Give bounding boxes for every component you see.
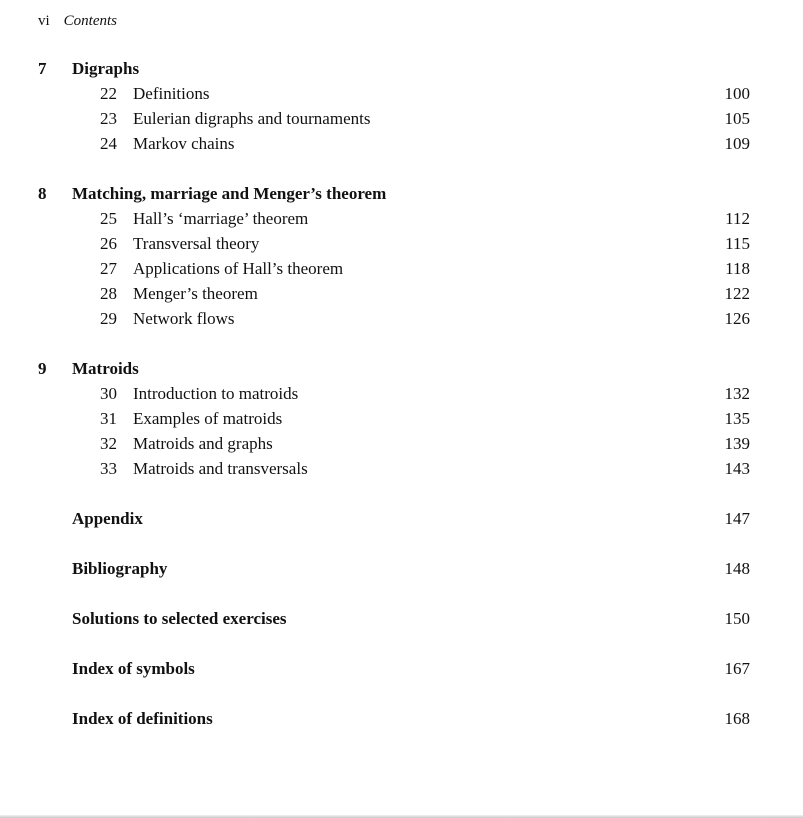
page-number-label: vi: [38, 13, 50, 29]
toc-entry: [38, 206, 750, 231]
backmatter-entry: [38, 606, 750, 631]
section-number: 29: [100, 309, 117, 328]
section-page-number: 135: [724, 409, 750, 428]
toc-entry: [38, 131, 750, 156]
chapter-title: Digraphs: [72, 59, 140, 78]
section-number: 31: [100, 409, 117, 428]
backmatter-title: Bibliography: [72, 559, 168, 578]
section-page-number: 122: [724, 284, 750, 303]
section-number: 23: [100, 109, 117, 128]
toc-entry: [38, 431, 750, 456]
chapter-block: [38, 181, 750, 331]
backmatter-title: Index of symbols: [72, 659, 195, 678]
section-page-number: 100: [724, 84, 750, 103]
chapter-number: 9: [38, 359, 47, 378]
chapter-block: [38, 56, 750, 156]
toc-entry: [38, 406, 750, 431]
section-page-number: 139: [724, 434, 750, 453]
section-page-number: 105: [724, 109, 750, 128]
section-page-number: 109: [724, 134, 750, 153]
section-title: Transversal theory: [133, 234, 260, 253]
toc-entry: [38, 281, 750, 306]
section-title: Markov chains: [133, 134, 235, 153]
section-number: 24: [100, 134, 117, 153]
section-number: 28: [100, 284, 117, 303]
backmatter-page-number: 148: [724, 559, 750, 578]
section-title: Definitions: [133, 84, 210, 103]
section-number: 27: [100, 259, 117, 278]
backmatter-entry: [38, 506, 750, 531]
backmatter-title: Solutions to selected exercises: [72, 609, 287, 628]
section-number: 22: [100, 84, 117, 103]
contents-title: Contents: [63, 13, 118, 29]
chapter-title: Matroids: [72, 359, 139, 378]
backmatter-entry: [38, 656, 750, 681]
page-content: [38, 10, 750, 731]
toc-entry: [38, 456, 750, 481]
backmatter-title: Index of definitions: [72, 709, 213, 728]
toc-entry: [38, 256, 750, 281]
chapter-number: 7: [38, 59, 47, 78]
section-number: 32: [100, 434, 117, 453]
section-title: Menger’s theorem: [133, 284, 258, 303]
section-title: Examples of matroids: [133, 409, 283, 428]
section-number: 33: [100, 459, 117, 478]
section-title: Matroids and transversals: [133, 459, 308, 478]
toc-entry: [38, 381, 750, 406]
section-title: Network flows: [133, 309, 235, 328]
running-head: [38, 10, 750, 32]
backmatter-entry: [38, 706, 750, 731]
backmatter-page-number: 147: [724, 509, 750, 528]
section-page-number: 143: [724, 459, 750, 478]
section-page-number: 118: [725, 259, 750, 278]
chapter-heading: [38, 181, 750, 206]
section-title: Introduction to matroids: [133, 384, 299, 403]
toc-entry: [38, 81, 750, 106]
section-page-number: 115: [725, 234, 750, 253]
section-number: 26: [100, 234, 117, 253]
backmatter-entry: [38, 556, 750, 581]
table-of-contents: [38, 56, 750, 731]
section-page-number: 126: [724, 309, 750, 328]
section-title: Eulerian digraphs and tournaments: [133, 109, 371, 128]
chapter-heading: [38, 356, 750, 381]
section-number: 25: [100, 209, 117, 228]
toc-entry: [38, 106, 750, 131]
chapter-block: [38, 356, 750, 481]
section-number: 30: [100, 384, 117, 403]
backmatter-title: Appendix: [72, 509, 143, 528]
backmatter-page-number: 168: [724, 709, 750, 728]
section-title: Matroids and graphs: [133, 434, 273, 453]
section-page-number: 112: [725, 209, 750, 228]
toc-entry: [38, 306, 750, 331]
chapter-heading: [38, 56, 750, 81]
chapter-title: Matching, marriage and Menger’s theorem: [72, 184, 387, 203]
toc-entry: [38, 231, 750, 256]
backmatter-page-number: 150: [724, 609, 750, 628]
backmatter-page-number: 167: [724, 659, 750, 678]
section-title: Hall’s ‘marriage’ theorem: [133, 209, 309, 228]
section-page-number: 132: [724, 384, 750, 403]
chapter-number: 8: [38, 184, 47, 203]
section-title: Applications of Hall’s theorem: [133, 259, 344, 278]
